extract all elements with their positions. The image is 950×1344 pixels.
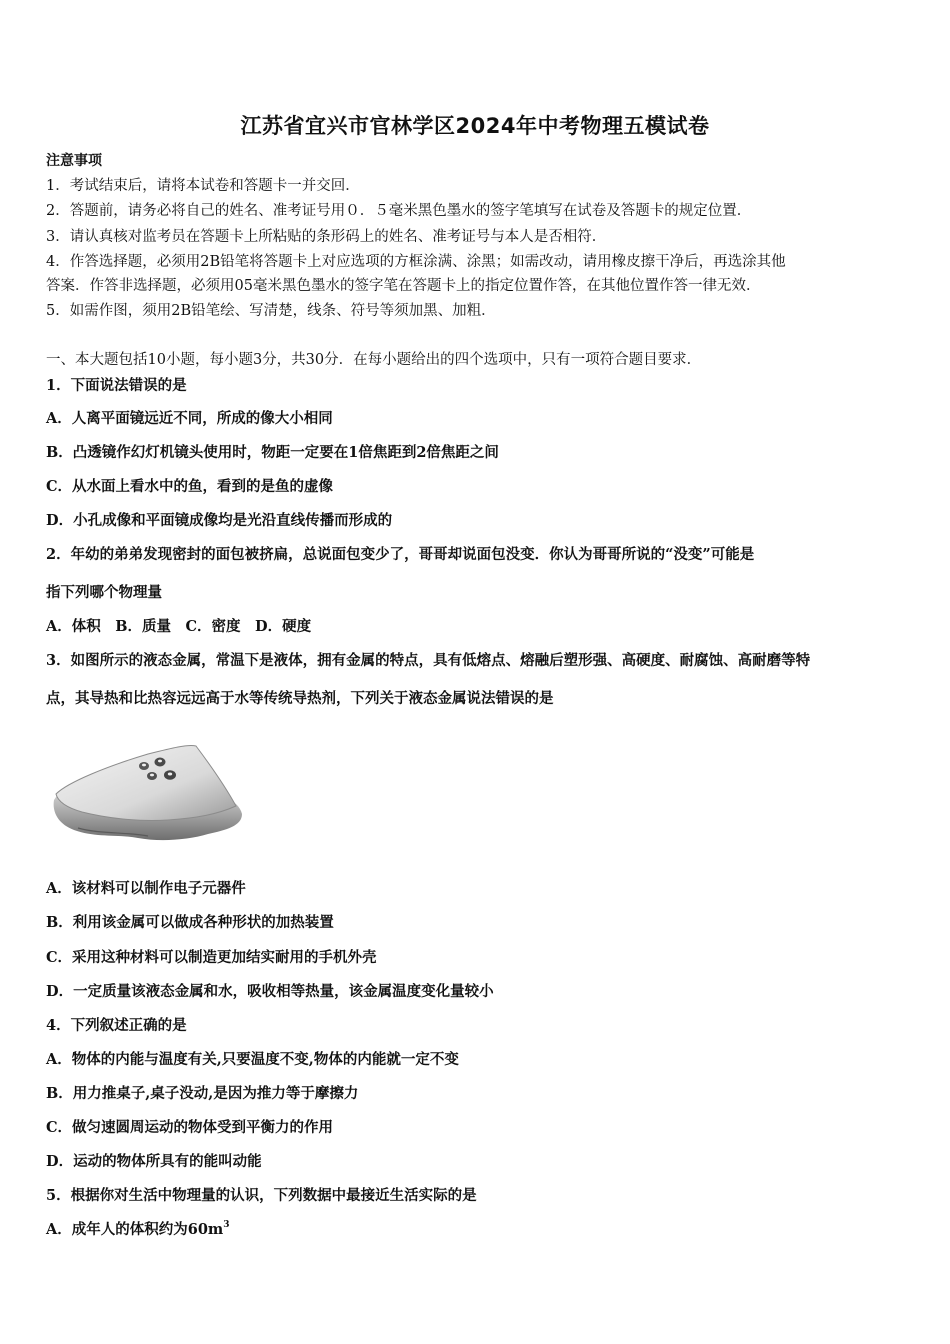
question-1-option-b: B．凸透镜作幻灯机镜头使用时，物距一定要在1倍焦距到2倍焦距之间 bbox=[46, 444, 499, 461]
question-1-option-a: A．人离平面镜远近不同，所成的像大小相同 bbox=[46, 410, 333, 427]
question-4-stem: 4．下列叙述正确的是 bbox=[46, 1017, 187, 1034]
question-5-option-a-text: A．成年人的体积约为60m bbox=[46, 1221, 224, 1238]
question-1-option-d: D．小孔成像和平面镜成像均是光沿直线传播而形成的 bbox=[46, 512, 393, 529]
question-4-option-c: C．做匀速圆周运动的物体受到平衡力的作用 bbox=[46, 1119, 334, 1136]
question-5-option-a bbox=[46, 1220, 916, 1240]
notice-item: 答案．作答非选择题，必须用05毫米黑色墨水的签字笔在答题卡上的指定位置作答，在其他位置作答一律无效． bbox=[46, 278, 761, 294]
notice-item: 2．答题前，请务必将自己的姓名、准考证号用０．５毫米黑色墨水的签字笔填写在试卷及答题卡的规定位置． bbox=[46, 203, 752, 219]
question-3-option-a: A．该材料可以制作电子元器件 bbox=[46, 880, 246, 897]
notice-item: 3．请认真核对监考员在答题卡上所粘贴的条形码上的姓名、准考证号与本人是否相符． bbox=[46, 229, 607, 245]
notice-item: 4．作答选择题，必须用2B铅笔将答题卡上对应选项的方框涂满、涂黑；如需改动，请用橡皮擦干净后，再选涂其他 bbox=[46, 254, 786, 270]
notice-item: 1．考试结束后，请将本试卷和答题卡一并交回． bbox=[46, 178, 360, 194]
superscript-exponent: 3 bbox=[223, 1220, 230, 1230]
question-3-option-d: D．一定质量该液态金属和水，吸收相等热量，该金属温度变化量较小 bbox=[46, 983, 494, 1000]
question-3-stem: 3．如图所示的液态金属，常温下是液体，拥有金属的特点，具有低熔点、熔融后塑形强、高硬度、耐腐蚀、高耐磨等特 bbox=[46, 652, 811, 669]
question-3-stem-cont: 点，其导热和比热容远远高于水等传统导热剂，下列关于液态金属说法错误的是 bbox=[46, 690, 554, 707]
notice-heading: 注意事项 bbox=[46, 153, 102, 169]
question-3-option-b: B．利用该金属可以做成各种形状的加热装置 bbox=[46, 914, 334, 931]
liquid-metal-figure bbox=[48, 742, 248, 846]
question-1-stem: 1．下面说法错误的是 bbox=[46, 377, 187, 394]
question-4-option-b: B．用力推桌子,桌子没动,是因为推力等于摩擦力 bbox=[46, 1085, 359, 1102]
page-title: 江苏省宜兴市官林学区2024年中考物理五模试卷 bbox=[240, 114, 710, 138]
notice-item: 5．如需作图，须用2B铅笔绘、写清楚，线条、符号等须加黑、加粗． bbox=[46, 303, 496, 319]
question-1-option-c: C．从水面上看水中的鱼，看到的是鱼的虚像 bbox=[46, 478, 334, 495]
question-4-option-d: D．运动的物体所具有的能叫动能 bbox=[46, 1153, 262, 1170]
question-2-stem: 2．年幼的弟弟发现密封的面包被挤扁，总说面包变少了，哥哥却说面包没变．你认为哥哥所说的“没变”可能是 bbox=[46, 546, 755, 563]
question-4-option-a: A．物体的内能与温度有关,只要温度不变,物体的内能就一定不变 bbox=[46, 1051, 459, 1068]
question-5-stem: 5．根据你对生活中物理量的认识，下列数据中最接近生活实际的是 bbox=[46, 1187, 477, 1204]
question-2-stem-cont: 指下列哪个物理量 bbox=[46, 584, 162, 601]
question-2-options: A．体积 B．质量 C．密度 D．硬度 bbox=[46, 618, 312, 635]
section-heading: 一、本大题包括10小题，每小题3分，共30分．在每小题给出的四个选项中，只有一项符合题目要求． bbox=[46, 352, 702, 368]
question-3-option-c: C．采用这种材料可以制造更加结实耐用的手机外壳 bbox=[46, 949, 377, 966]
